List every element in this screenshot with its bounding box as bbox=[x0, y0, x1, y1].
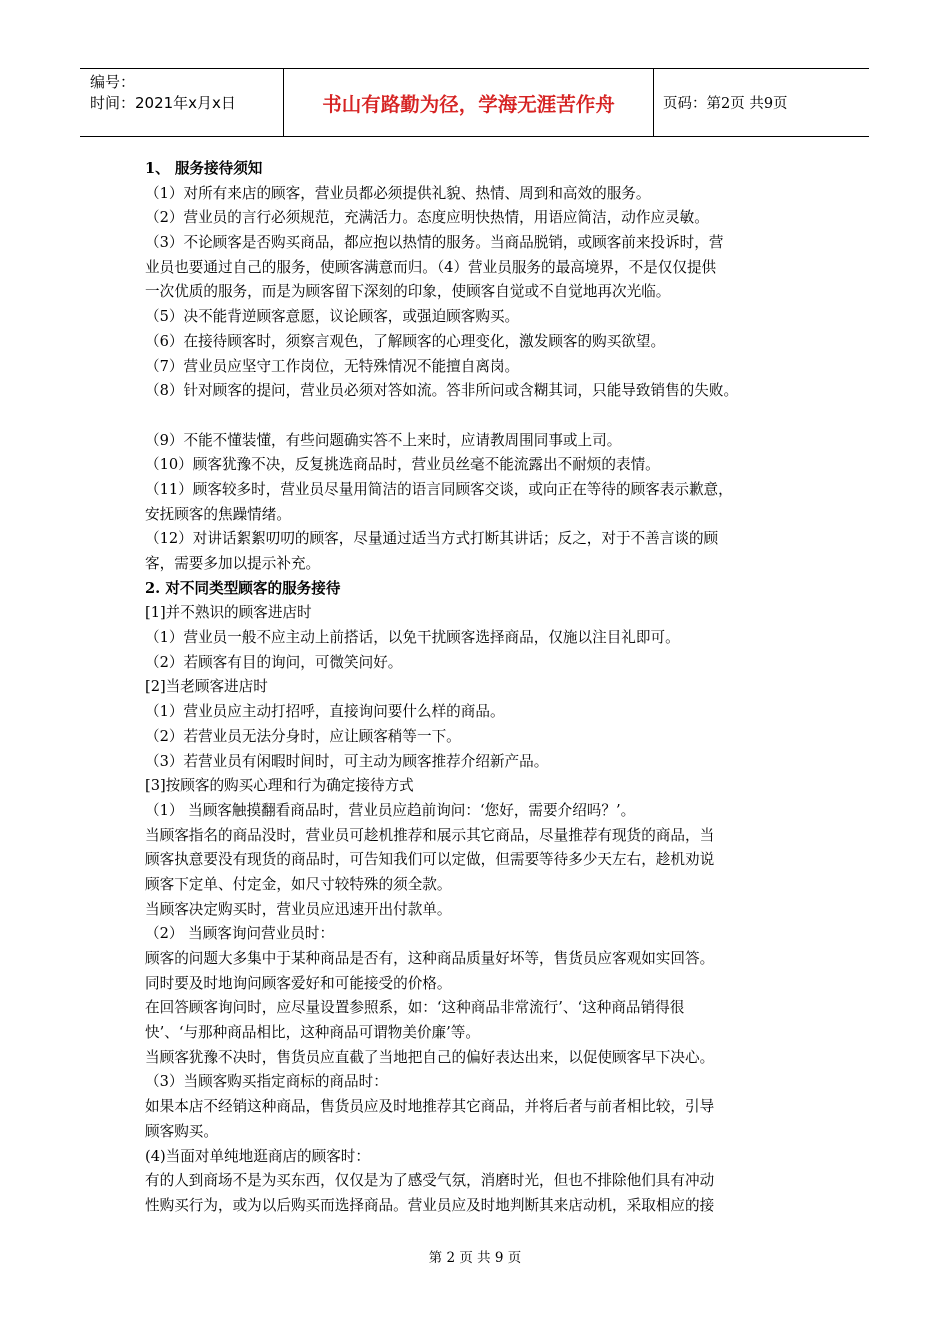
text-line: 客，需要多加以提示补充。 bbox=[145, 555, 321, 572]
text-line: 顾客的问题大多集中于某种商品是否有，这种商品质量好坏等，售货员应客观如实回答。 bbox=[145, 950, 715, 967]
text-line: 快’、‘与那种商品相比，这种商品可谓物美价廉’等。 bbox=[145, 1024, 480, 1042]
text-line: （6）在接待顾客时，须察言观色，了解顾客的心理变化，激发顾客的购买欲望。 bbox=[145, 332, 666, 350]
document-body bbox=[145, 157, 822, 1219]
text-line: （5）决不能背逆顾客意愿，议论顾客，或强迫顾客购买。 bbox=[145, 308, 520, 326]
document-date: 时间：2021年x月x日 bbox=[90, 94, 236, 112]
text-line: 顾客购买。 bbox=[145, 1122, 218, 1140]
text-line: （7）营业员应坚守工作岗位，无特殊情况不能擅自离岗。 bbox=[145, 357, 520, 375]
text-line: （2）若营业员无法分身时，应让顾客稍等一下。 bbox=[145, 727, 461, 745]
header-meta bbox=[80, 69, 284, 136]
text-line: （3）不论顾客是否购买商品，都应抱以热情的服务。当商品脱销，或顾客前来投诉时，营 bbox=[145, 234, 724, 252]
text-line: （2）营业员的言行必须规范，充满活力。态度应明快热情，用语应简洁，动作应灵敏。 bbox=[145, 209, 709, 227]
text-line: (4)当面对单纯地逛商店的顾客时： bbox=[145, 1147, 370, 1165]
text-line: 同时要及时地询问顾客爱好和可能接受的价格。 bbox=[145, 974, 452, 992]
text-line: 业员也要通过自己的服务，使顾客满意而归。（4）营业员服务的最高境界，不是仅仅提供 bbox=[145, 258, 717, 276]
text-line: （1） 当顾客触摸翻看商品时，营业员应趋前询问：‘您好，需要介绍吗？’。 bbox=[145, 801, 636, 819]
text-line: （12）对讲话絮絮叨叨的顾客，尽量通过适当方式打断其讲话；反之，对于不善言谈的顾 bbox=[145, 530, 719, 548]
text-line: （10）顾客犹豫不决，反复挑选商品时，营业员丝毫不能流露出不耐烦的表情。 bbox=[145, 456, 660, 474]
section-heading: 2. 对不同类型顾客的服务接待 bbox=[145, 579, 341, 597]
text-line: 一次优质的服务，而是为顾客留下深刻的印象，使顾客自觉或不自觉地再次光临。 bbox=[145, 283, 671, 301]
text-line: [2]当老顾客进店时 bbox=[145, 678, 268, 696]
text-line: （9）不能不懂装懂，有些问题确实答不上来时，应请教周围同事或上司。 bbox=[145, 431, 622, 449]
text-line: （3）若营业员有闲暇时间时，可主动为顾客推荐介绍新产品。 bbox=[145, 752, 549, 770]
text-line: [3]按顾客的购买心理和行为确定接待方式 bbox=[145, 777, 414, 795]
text-line: 如果本店不经销这种商品，售货员应及时地推荐其它商品，并将后者与前者相比较，引导 bbox=[145, 1098, 715, 1116]
page-header bbox=[80, 68, 869, 137]
text-line: 有的人到商场不是为买东西，仅仅是为了感受气氛，消磨时光，但也不排除他们具有冲动 bbox=[145, 1172, 715, 1190]
text-line: （11）顾客较多时，营业员尽量用简洁的语言同顾客交谈，或向正在等待的顾客表示歉意， bbox=[145, 480, 733, 498]
text-line: （2）若顾客有目的询问，可微笑问好。 bbox=[145, 653, 403, 671]
text-line: 当顾客犹豫不决时，售货员应直截了当地把自己的偏好表达出来，以促使顾客早下决心。 bbox=[145, 1048, 715, 1066]
text-line: 性购买行为，或为以后购买而选择商品。营业员应及时地判断其来店动机，采取相应的接 bbox=[145, 1196, 715, 1214]
document-number-label: 编号： bbox=[90, 73, 136, 91]
text-line: 安抚顾客的焦躁情绪。 bbox=[145, 505, 291, 523]
text-line: （1）营业员应主动打招呼，直接询问要什么样的商品。 bbox=[145, 703, 505, 721]
header-page-info: 页码：第2页 共9页 bbox=[663, 96, 788, 112]
text-line: （3）当顾客购买指定商标的商品时： bbox=[145, 1073, 388, 1091]
text-line: 顾客执意要没有现货的商品时，可告知我们可以定做，但需要等待多少天左右，趁机劝说 bbox=[145, 851, 715, 869]
text-line: 顾客下定单、付定金，如尺寸较特殊的须全款。 bbox=[145, 875, 452, 893]
text-line: 当顾客决定购买时，营业员应迅速开出付款单。 bbox=[145, 900, 452, 918]
text-line: （1）营业员一般不应主动上前搭话，以免干扰顾客选择商品，仅施以注目礼即可。 bbox=[145, 629, 680, 647]
text-line: （2） 当顾客询问营业员时： bbox=[145, 925, 335, 943]
text-line: （1）对所有来店的顾客，营业员都必须提供礼貌、热情、周到和高效的服务。 bbox=[145, 184, 651, 202]
text-line: 当顾客指名的商品没时，营业员可趁机推荐和展示其它商品，尽量推荐有现货的商品，当 bbox=[145, 826, 715, 844]
header-motto: 书山有路勤为径，学海无涯苦作舟 bbox=[284, 69, 654, 136]
page-footer: 第 2 页 共 9 页 bbox=[428, 1250, 522, 1266]
blank-line bbox=[145, 404, 822, 429]
text-line: 在回答顾客询问时，应尽量设置参照系，如：‘这种商品非常流行’、‘这种商品销得很 bbox=[145, 999, 685, 1017]
section-heading: 1、 服务接待须知 bbox=[145, 160, 263, 177]
text-line: [1]并不熟识的顾客进店时 bbox=[145, 604, 312, 622]
text-line: （8）针对顾客的提问，营业员必须对答如流。答非所问或含糊其词，只能导致销售的失败。 bbox=[145, 382, 739, 400]
